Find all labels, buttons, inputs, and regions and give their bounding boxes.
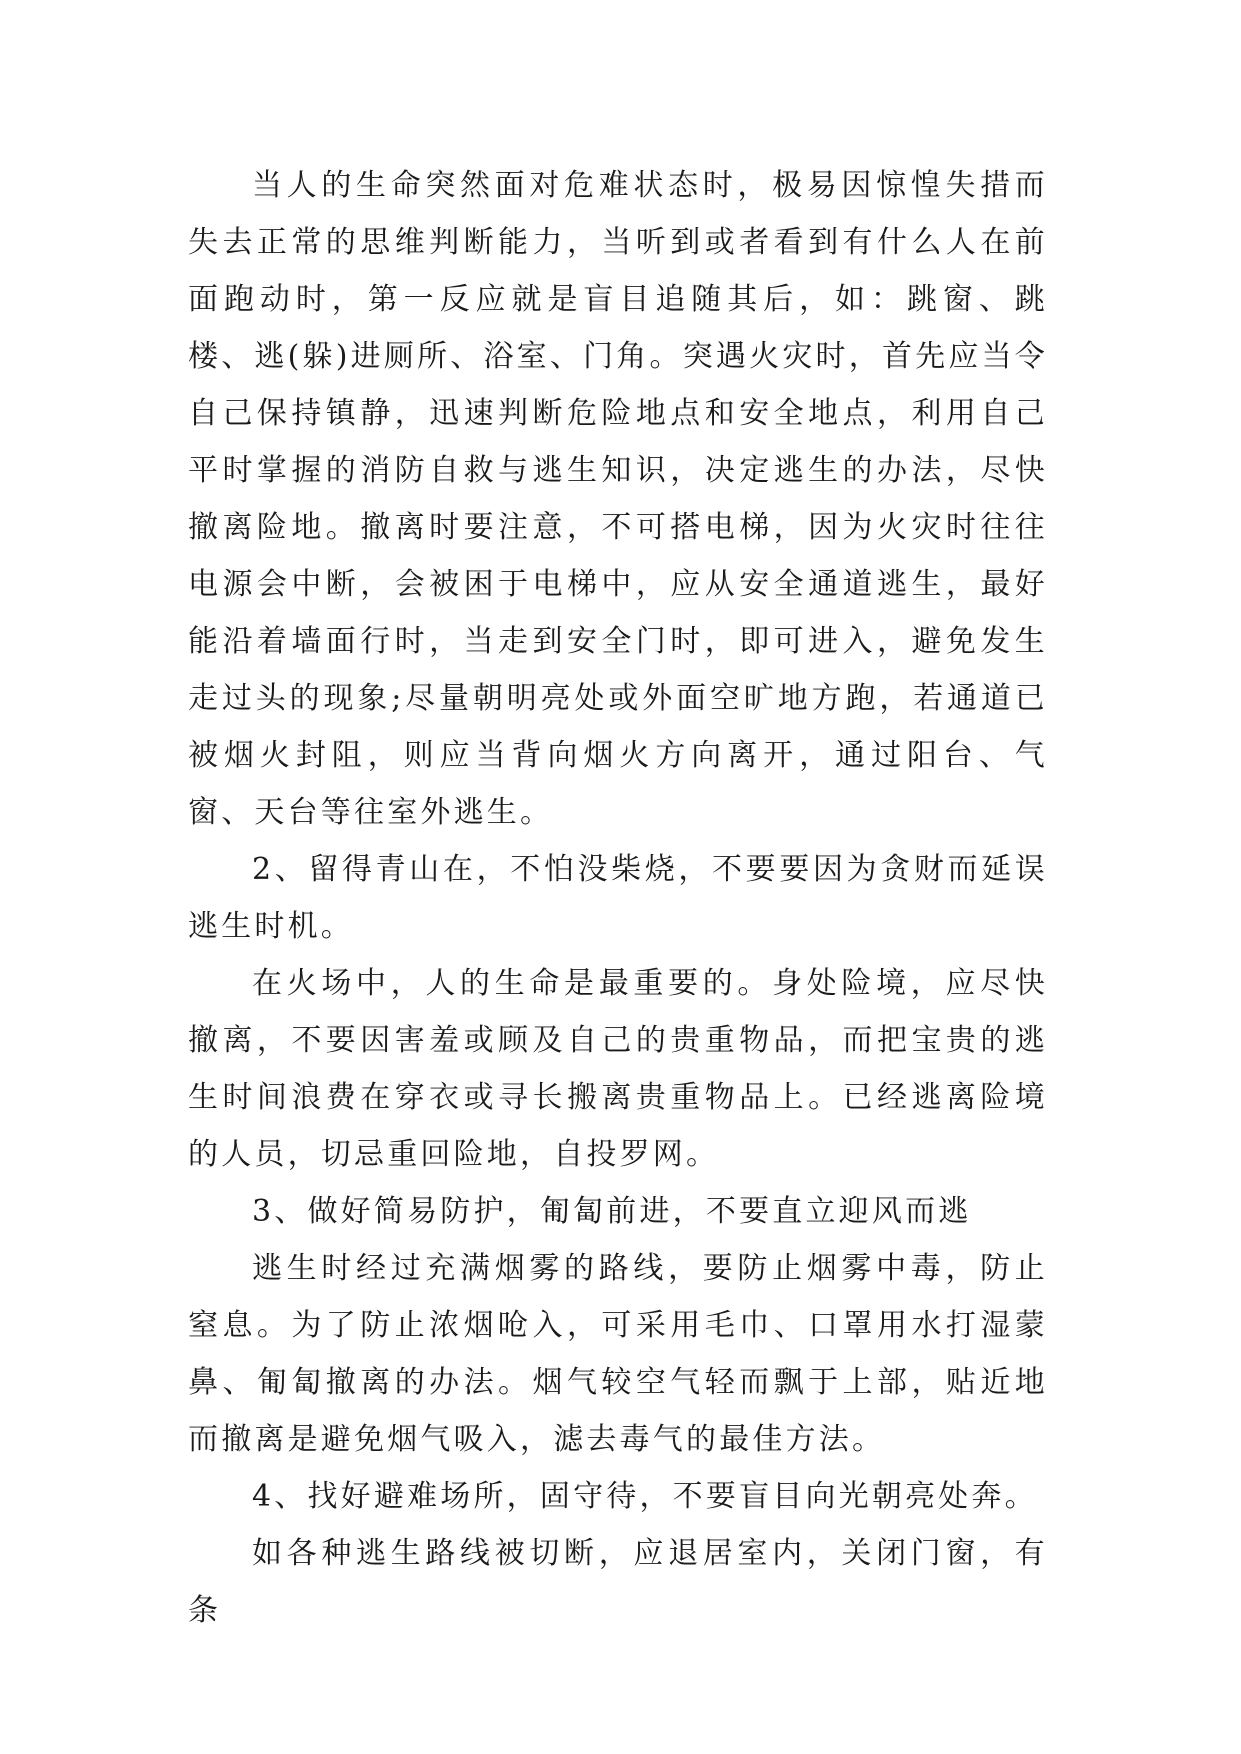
paragraph-life-first: 在火场中，人的生命是最重要的。身处险境，应尽快撤离，不要因害羞或顾及自己的贵重物品，而把宝贵的逃生时间浪费在穿衣或寻长搬离贵重物品上。已经逃离险境的人员，切忌重回险地，自投罗网。 [188,966,1048,1172]
section-heading-2: 2、留得青山在，不怕没柴烧，不要要因为贪财而延误逃生时机。 [188,852,1048,944]
paragraph-smoke-protection: 逃生时经过充满烟雾的路线，要防止烟雾中毒，防止窒息。为了防止浓烟呛入，可采用毛巾、口罩用水打湿蒙鼻、匍匐撤离的办法。烟气较空气轻而飘于上部，贴近地而撤离是避免烟气吸入，滤去毒气的最佳方法。 [188,1251,1048,1457]
document-body [188,157,1048,1639]
section-heading-4: 4、找好避难场所，固守待，不要盲目向光朝亮处奔。 [252,1479,1038,1514]
paragraph-panic-escape: 当人的生命突然面对危难状态时，极易因惊惶失措而失去正常的思维判断能力，当听到或者看到有什么人在前面跑动时，第一反应就是盲目追随其后，如：跳窗、跳楼、逃(躲)进厕所、浴室、门角。突遇火灾时，首先应当令自己保持镇静，迅速判断危险地点和安全地点，利用自己平时掌握的消防自救与逃生知识，决定逃生的办法，尽快撤离险地。撤离时要注意，不可搭电梯，因为火灾时往往电源会中断，会被困于电梯中，应从安全通道逃生，最好能沿着墙面行时，当走到安全门时，即可进入，避免发生走过头的现象;尽量朝明亮处或外面空旷地方跑，若通道已被烟火封阻，则应当背向烟火方向离开，通过阳台、气窗、天台等往室外逃生。 [188,168,1048,830]
section-heading-3: 3、做好简易防护，匍匐前进，不要直立迎风而逃 [252,1194,972,1229]
paragraph-shelter: 如各种逃生路线被切断，应退居室内，关闭门窗，有条 [188,1536,1048,1628]
